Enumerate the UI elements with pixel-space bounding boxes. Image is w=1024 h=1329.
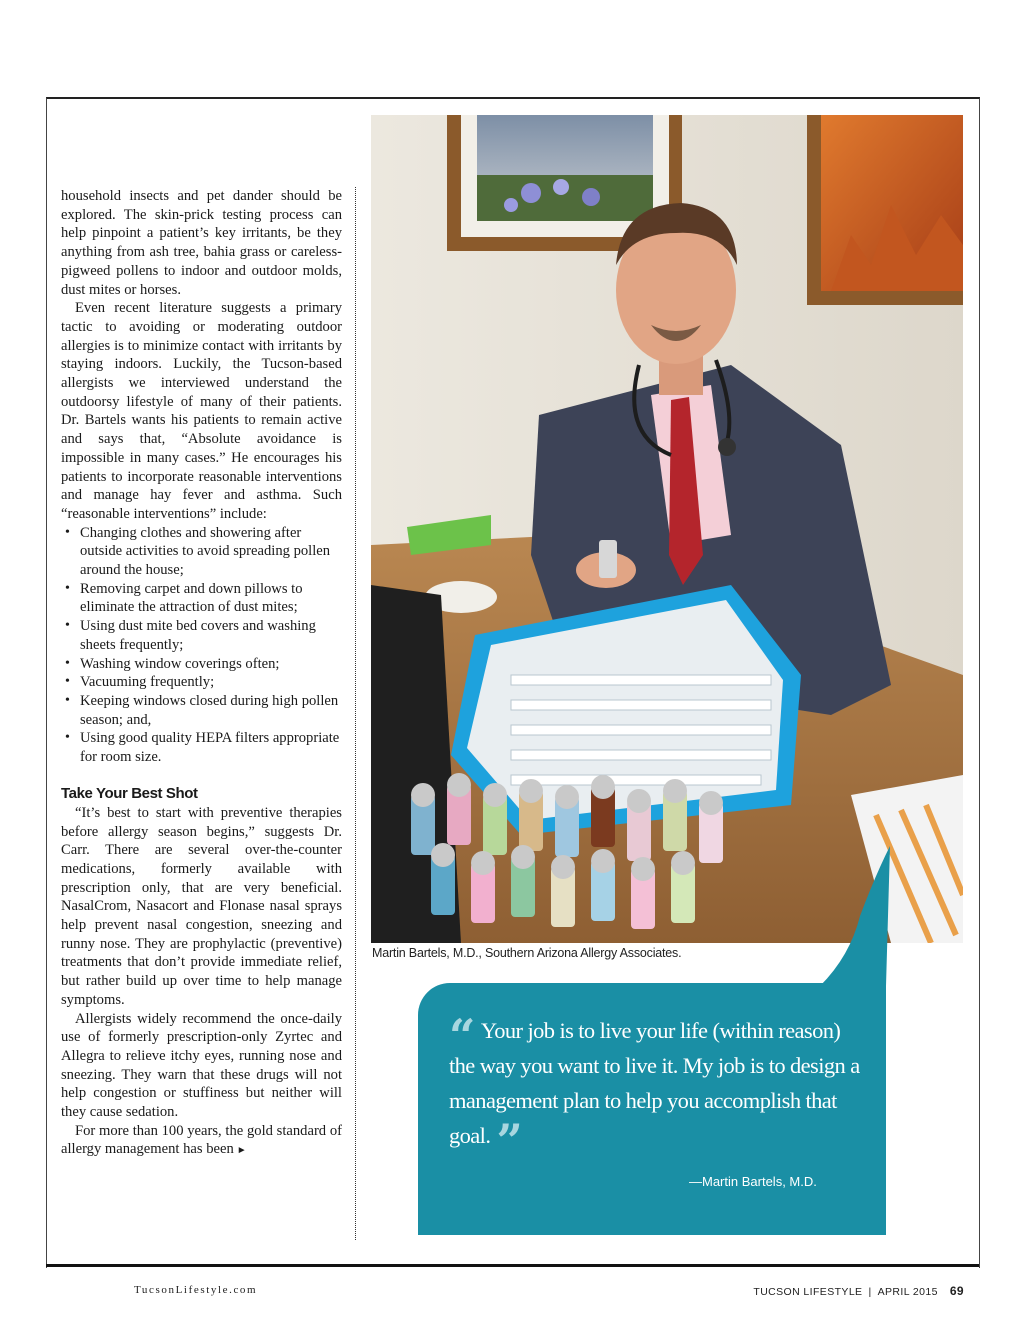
- doctor-photo: [371, 115, 963, 943]
- open-quote-icon: “: [449, 1009, 475, 1063]
- list-item: • Keeping windows closed during high pollen season; and,: [80, 692, 342, 729]
- continued-arrow-icon: ►: [236, 1145, 247, 1157]
- paragraph-1: household insects and pet dander should be explored. The skin-prick testing process can help pinpoint a patient’s key irritants, be they anything from ash tree, bahia grass or careless-pigweed pollens to indoor and outdoor molds, dust mites or horses.: [61, 188, 342, 298]
- article-column: [61, 187, 342, 1161]
- list-item: • Vacuuming frequently;: [80, 673, 342, 692]
- interventions-list: [61, 524, 342, 767]
- pull-quote: [449, 1009, 861, 1168]
- close-quote-icon: ”: [496, 1114, 523, 1168]
- pull-quote-text: Your job is to live your life (within reason) the way you want to live it. My job is to design a management plan to help you accomplish that goal.: [449, 1018, 860, 1148]
- footer-separator: |: [868, 1286, 872, 1298]
- paragraph-3: “It’s best to start with preventive therapies before allergy season begins,” suggests Dr. Carr. There are several over-the-counter medications, formerly available with prescription only, that are very beneficial. NasalCrom, Nasacort and Flonase nasal sprays help prevent nasal congestion, sneezing and runny nose. They are prophylactic (preventive) treatments that don’t provide immediate relief, but rather build up over time to help manage symptoms.: [61, 804, 342, 1008]
- list-item: • Removing carpet and down pillows to eliminate the attraction of dust mites;: [80, 580, 342, 617]
- quote-box-tail: [820, 846, 890, 986]
- doctor-photo-illustration: [371, 115, 963, 943]
- list-item: • Washing window coverings often;: [80, 655, 342, 674]
- list-item: • Changing clothes and showering after outside activities to avoid spreading pollen around the house;: [80, 524, 342, 580]
- footer-website: TucsonLifestyle.com: [134, 1284, 258, 1296]
- list-item: • Using good quality HEPA filters appropriate for room size.: [80, 729, 342, 766]
- photo-caption: Martin Bartels, M.D., Southern Arizona Allergy Associates.: [372, 946, 682, 960]
- pull-quote-attribution: —Martin Bartels, M.D.: [689, 1174, 817, 1189]
- column-divider: [355, 187, 356, 1240]
- paragraph-2: Even recent literature suggests a primary tactic to avoiding or moderating outdoor allergies is to minimize contact with irritants by staying indoors. Luckily, the Tucson-based allergists we interviewed understand the outdoorsy lifestyle of many of their patients. Dr. Bartels wants his patients to remain active and says that, “Absolute avoidance is impossible in many cases.” He encourages his patients to incorporate reasonable interventions and manage hay fever and asthma. Such “reasonable interventions” include:: [61, 300, 342, 522]
- footer-magazine: TUCSON LIFESTYLE: [753, 1286, 863, 1298]
- footer-issue: APRIL 2015: [877, 1286, 938, 1298]
- footer-folio: [753, 1284, 964, 1298]
- paragraph-5: [61, 1122, 342, 1161]
- list-item: • Using dust mite bed covers and washing sheets frequently;: [80, 617, 342, 654]
- paragraph-5-text: For more than 100 years, the gold standard of allergy management has been: [61, 1122, 342, 1158]
- page-number: 69: [949, 1284, 964, 1298]
- section-heading: Take Your Best Shot: [61, 784, 198, 802]
- bottom-rule: [46, 1264, 979, 1267]
- paragraph-4: Allergists widely recommend the once-daily use of formerly prescription-only Zyrtec and Allegra to relieve itchy eyes, running nose and sneezing. They warn that these drugs will not help congestion or stuffiness but neither will they cause sedation.: [61, 1010, 342, 1121]
